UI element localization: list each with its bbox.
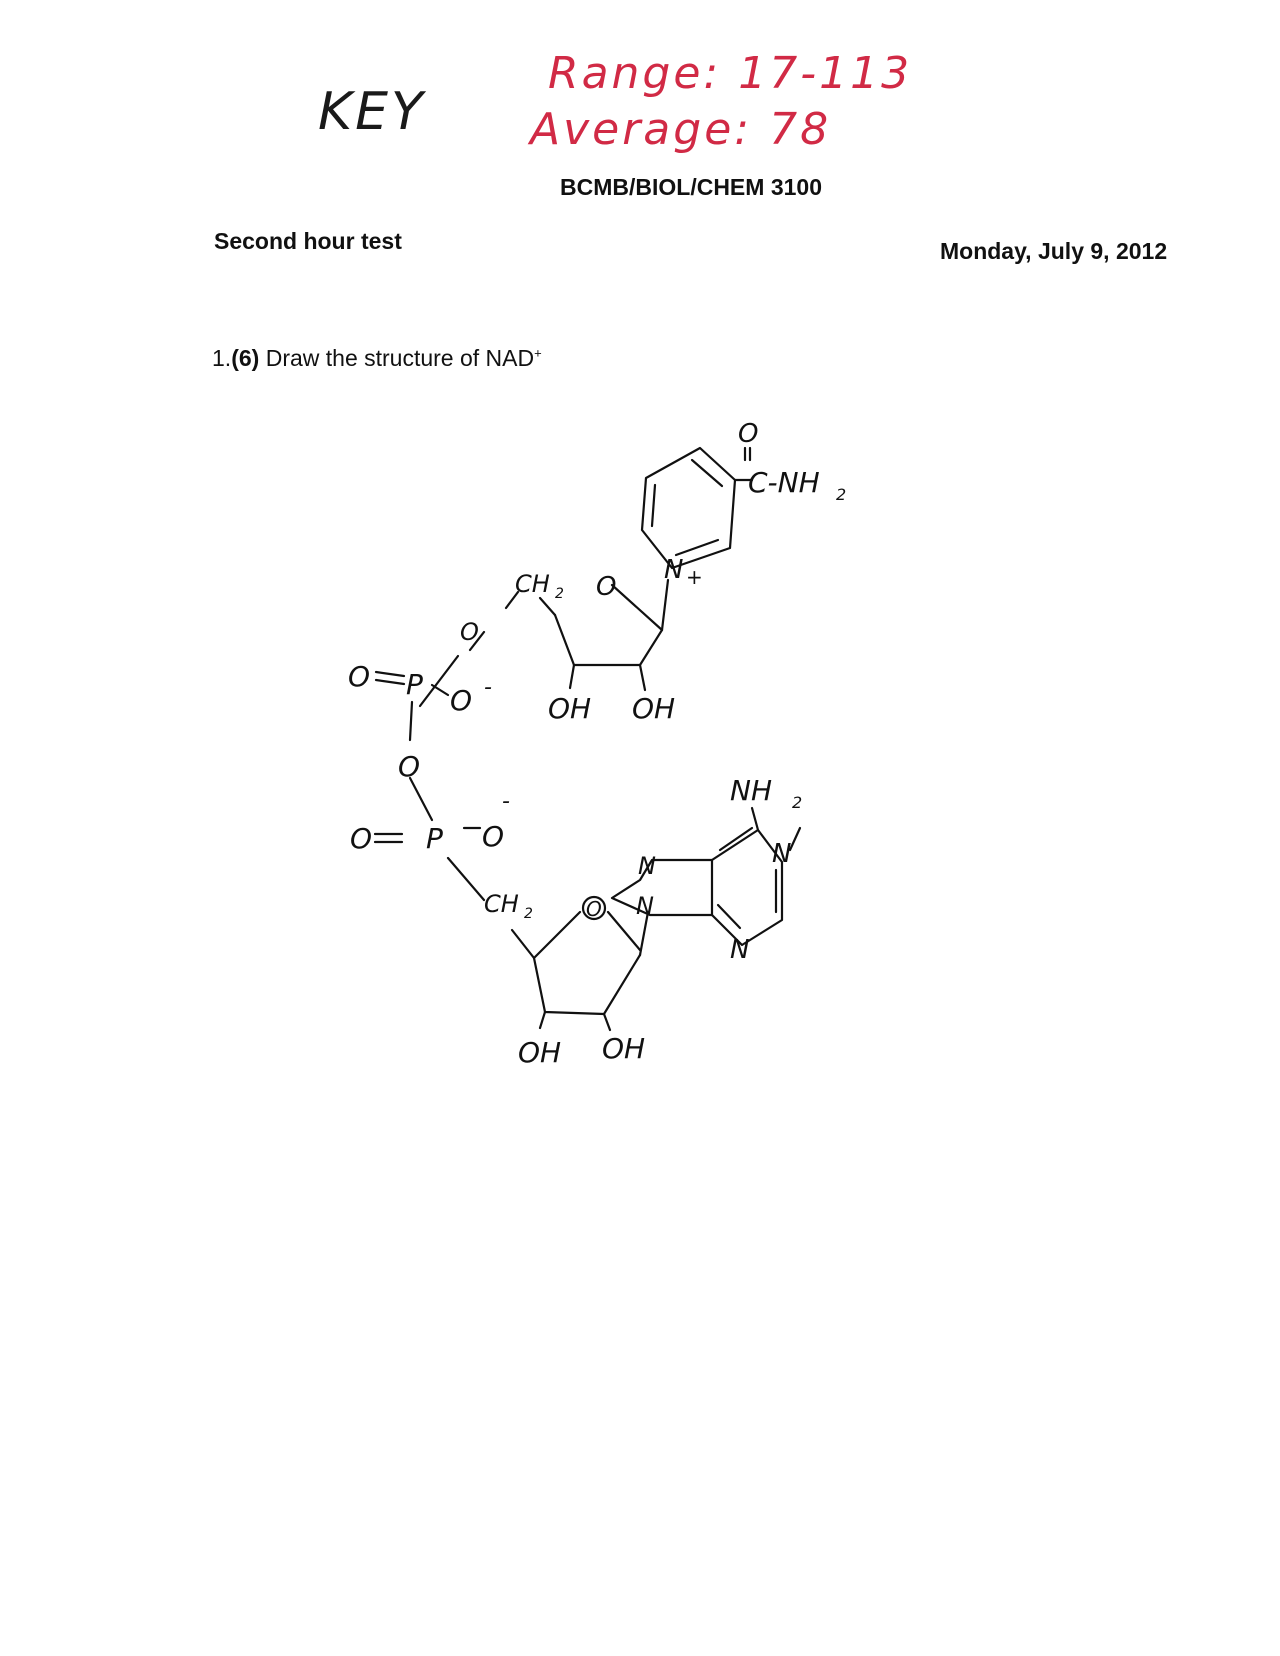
test-date: Monday, July 9, 2012 [940, 238, 1168, 264]
oh-2-label: OH [632, 692, 676, 725]
n9-label: N [636, 892, 654, 920]
key-mark: KEY [318, 82, 426, 142]
question-points: (6) [231, 345, 260, 371]
pyridinium-charge-label: + [686, 565, 703, 589]
pyridinium-n-label: N [664, 555, 684, 585]
adenine-nh2-label: NH [730, 774, 772, 807]
oh-4-label: OH [602, 1032, 646, 1065]
n7-label: N [638, 852, 656, 880]
bridge-o-mid-label: O [398, 750, 421, 783]
question-number: 1. [212, 345, 232, 371]
ch2-top-subscript: 2 [555, 586, 564, 602]
ch2-bottom-label: CH [484, 890, 519, 918]
ring-o-bottom-label: O [586, 897, 602, 921]
amide-subscript: 2 [836, 485, 847, 504]
phos-ominus1-label: O [450, 684, 473, 717]
adenine-nh2-subscript: 2 [792, 793, 803, 812]
phos-p2-label: P [426, 822, 443, 855]
test-name: Second hour test [214, 228, 402, 254]
oh-1-label: OH [548, 692, 592, 725]
n3-label: N [730, 935, 750, 965]
carbonyl-o-label: O [738, 419, 759, 449]
oh-3-label: OH [518, 1036, 562, 1069]
ch2-top-label: CH [515, 570, 550, 598]
ch2-bottom-subscript: 2 [524, 906, 533, 922]
phos-ominus2-label: O [482, 820, 505, 853]
n1-label: N [772, 839, 792, 869]
course-title: BCMB/BIOL/CHEM 3100 [560, 174, 822, 200]
amide-label: C-NH [748, 466, 820, 499]
phos-o1-label: O [348, 660, 371, 693]
phos-minus2-label: - [502, 789, 510, 814]
score-range-note: Range: 17-113 [548, 48, 913, 99]
question-superscript: + [534, 345, 542, 361]
phos-minus1-label: - [484, 675, 492, 700]
bridge-o-top-label: O [460, 618, 479, 646]
question-prompt: Draw the structure of NAD [265, 345, 535, 371]
nicotinamide-ring [642, 448, 752, 568]
ring-o-top-label: O [596, 572, 617, 602]
score-average-note: Average: 78 [530, 104, 832, 155]
phos-p1-label: P [406, 668, 423, 701]
phos-o2-label: O [350, 822, 373, 855]
